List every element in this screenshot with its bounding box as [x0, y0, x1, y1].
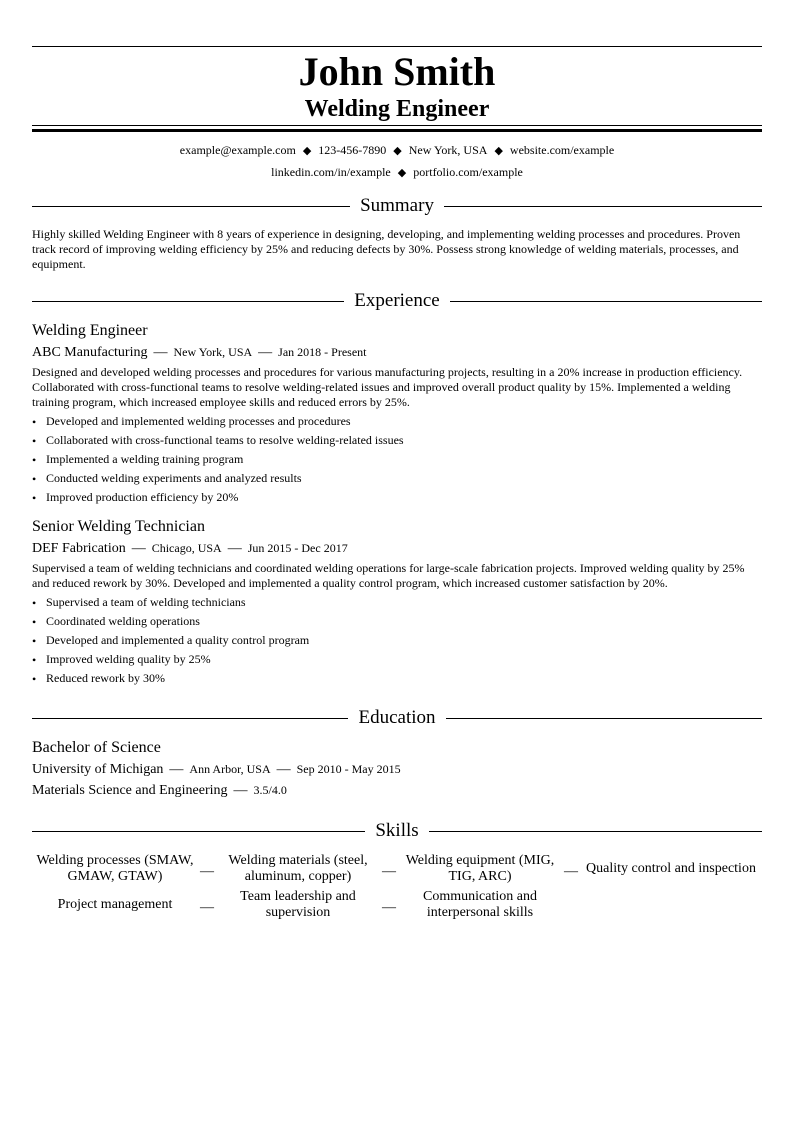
skills-section-heading — [32, 820, 762, 842]
candidate-title: Welding Engineer — [304, 96, 490, 122]
school-name: University of Michigan — [32, 762, 164, 777]
skill-separator: — — [382, 864, 396, 879]
job-description: Supervised a team of welding technicians and coordinated welding operations for large-scale fabrication projects. Improved welding quality by 25% and reduced rework by 30%. Developed and implemented a quality control program, which increased customer satisfaction by 20%. — [32, 561, 745, 590]
education-heading: Education — [358, 707, 436, 728]
job-dates: Jun 2015 - Dec 2017 — [247, 541, 348, 555]
list-item: • Conducted welding experiments and analyzed results — [32, 469, 762, 488]
header-top-rule — [32, 46, 762, 47]
skill-item: Communication and interpersonal skills — [423, 889, 537, 920]
diamond-separator-icon: ◆ — [302, 145, 312, 157]
education-dates: Sep 2010 - May 2015 — [296, 762, 401, 776]
skills-heading: Skills — [375, 820, 419, 841]
skill-item: Quality control and inspection — [586, 861, 756, 876]
job-location: New York, USA — [173, 345, 253, 359]
job-dates: Jan 2018 - Present — [278, 345, 367, 359]
job-title: Welding Engineer — [32, 322, 148, 339]
school-location: Ann Arbor, USA — [189, 762, 271, 776]
contact-line-2 — [32, 162, 762, 184]
job-company: ABC Manufacturing — [32, 345, 148, 360]
list-item: • Coordinated welding operations — [32, 612, 762, 631]
major: Materials Science and Engineering — [32, 783, 228, 798]
skill-item: Team leadership and supervision — [240, 889, 356, 920]
job-meta: DEF Fabrication — Chicago, USA — Jun 2015 - Dec 2017 — [32, 541, 348, 556]
contact-linkedin[interactable]: linkedin.com/in/example — [271, 165, 391, 179]
skill-item: Welding equipment (MIG, TIG, ARC) — [405, 853, 555, 884]
skill-separator: — — [564, 864, 578, 879]
contact-phone[interactable]: 123-456-7890 — [318, 143, 387, 157]
experience-section-heading — [32, 290, 762, 312]
education-meta: University of Michigan — Ann Arbor, USA — Sep 2010 - May 2015 — [32, 762, 401, 777]
degree: Bachelor of Science — [32, 739, 161, 756]
skill-item: Welding processes (SMAW, GMAW, GTAW) — [36, 853, 194, 884]
list-item: • Collaborated with cross-functional teams to resolve welding-related issues — [32, 431, 762, 450]
list-item: • Developed and implemented welding processes and procedures — [32, 412, 762, 431]
contact-line-1 — [32, 140, 762, 162]
job-company: DEF Fabrication — [32, 541, 126, 556]
job-entry — [32, 321, 762, 507]
candidate-name: John Smith — [298, 49, 496, 94]
contact-email[interactable]: example@example.com — [179, 143, 296, 157]
gpa: 3.5/4.0 — [253, 783, 287, 797]
skills-grid — [32, 851, 762, 923]
diamond-separator-icon: ◆ — [393, 145, 402, 157]
skill-item: Project management — [57, 897, 173, 912]
job-bullets — [32, 412, 762, 507]
resume-content — [32, 46, 762, 923]
job-entry — [32, 517, 762, 688]
education-section-heading — [32, 707, 762, 729]
list-item: • Implemented a welding training program — [32, 450, 762, 469]
skill-item: Welding materials (steel, aluminum, copper) — [228, 853, 368, 884]
header-double-rule — [32, 125, 762, 132]
experience-heading: Experience — [354, 290, 440, 311]
job-meta: ABC Manufacturing — New York, USA — Jan 2018 - Present — [32, 345, 367, 360]
summary-text: Highly skilled Welding Engineer with 8 years of experience in designing, developing, and implementing welding processes and procedures. Proven track record of improving welding efficiency by 25% and reducing defects by 30%. Possess strong knowledge of welding materials, processes, and equipment. — [32, 227, 741, 271]
contact-website[interactable]: website.com/example — [509, 143, 615, 157]
list-item: • Developed and implemented a quality control program — [32, 631, 762, 650]
skill-separator: — — [382, 900, 396, 915]
contact-info — [32, 140, 762, 184]
list-item: • Improved production efficiency by 20% — [32, 488, 762, 507]
summary-heading: Summary — [360, 195, 434, 216]
job-description: Designed and developed welding processes and procedures for various manufacturing projects, resulting in a 20% increase in production efficiency. Collaborated with cross-functional teams to resolve welding-related issues and improved overall product quality by 15%. Implemented a welding training program, which increased employee skills and reduced errors by 25%. — [32, 365, 743, 409]
diamond-separator-icon: ◆ — [397, 167, 407, 179]
job-bullets — [32, 593, 762, 688]
skill-separator: — — [200, 864, 214, 879]
education-entry — [32, 738, 762, 800]
skill-separator: — — [200, 900, 214, 915]
education-major-line: Materials Science and Engineering — 3.5/4.0 — [32, 783, 287, 798]
list-item: • Reduced rework by 30% — [32, 669, 762, 688]
contact-portfolio[interactable]: portfolio.com/example — [413, 165, 523, 179]
list-item: • Supervised a team of welding technicians — [32, 593, 762, 612]
job-title: Senior Welding Technician — [32, 518, 205, 535]
contact-location: New York, USA — [408, 143, 488, 157]
job-location: Chicago, USA — [151, 541, 222, 555]
diamond-separator-icon: ◆ — [494, 145, 503, 157]
summary-section-heading — [32, 195, 762, 217]
list-item: • Improved welding quality by 25% — [32, 650, 762, 669]
